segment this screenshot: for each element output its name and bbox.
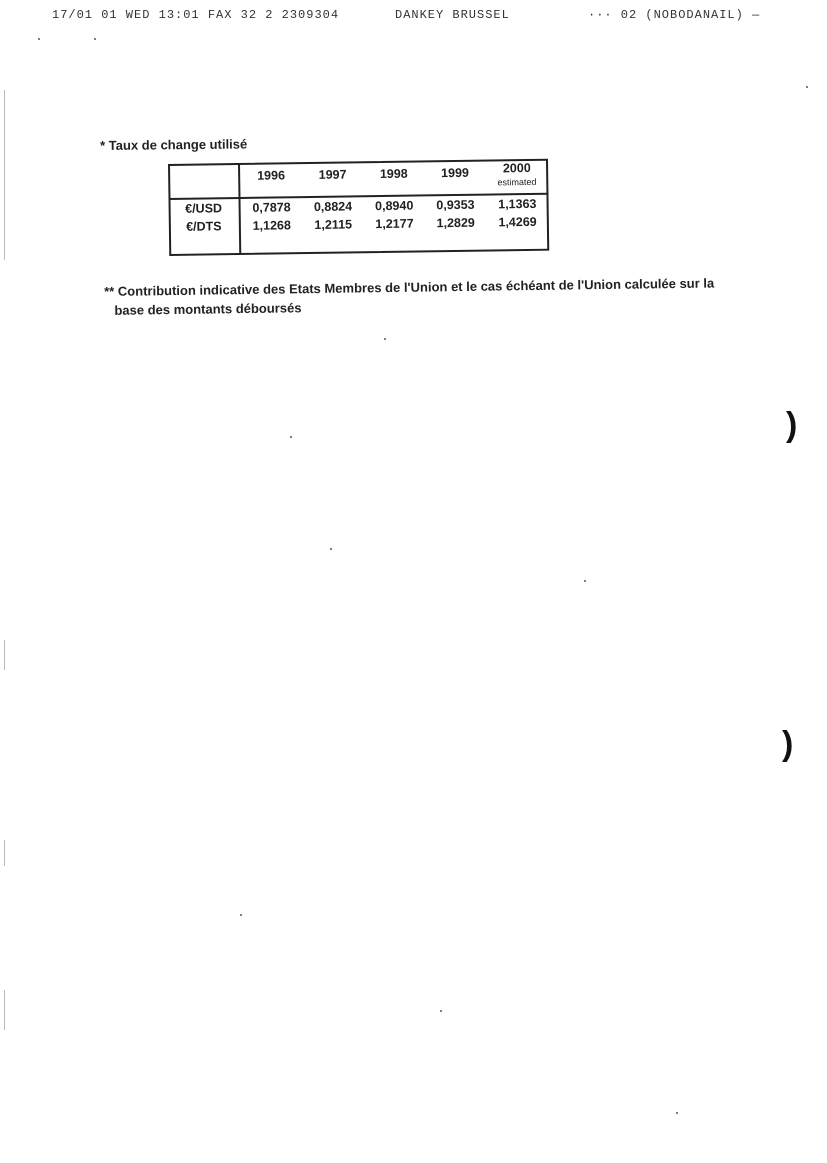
table-row bbox=[169, 213, 549, 254]
table-header-row bbox=[168, 159, 548, 199]
scan-speck bbox=[94, 38, 96, 40]
fax-header-right: ··· 02 (NOBODANAIL) — bbox=[588, 8, 761, 22]
rate-cell: 1,1268 bbox=[252, 218, 291, 233]
scan-speck bbox=[440, 1010, 442, 1012]
scan-edge-line bbox=[4, 990, 5, 1030]
scan-speck bbox=[384, 338, 386, 340]
year-header bbox=[302, 161, 364, 197]
rate-cell: 1,2829 bbox=[436, 215, 475, 231]
rate-cell: 0,9353 bbox=[436, 197, 475, 213]
scan-speck bbox=[676, 1112, 678, 1114]
footnote bbox=[104, 273, 724, 320]
year-header bbox=[485, 159, 548, 195]
scan-speck bbox=[240, 914, 242, 916]
fax-header-left: 17/01 01 WED 13:01 FAX 32 2 2309304 bbox=[52, 8, 340, 22]
punch-hole-mark: ) bbox=[786, 406, 798, 444]
year-label: 1996 bbox=[257, 168, 286, 183]
footnote-line-2: base des montants déboursés bbox=[114, 300, 302, 318]
year-header bbox=[239, 162, 302, 198]
year-label: 1998 bbox=[379, 166, 408, 182]
rate-cell: 0,8824 bbox=[313, 199, 353, 214]
row-label: €/DTS bbox=[169, 217, 240, 254]
year-label: 1999 bbox=[441, 165, 470, 181]
year-label: 1997 bbox=[318, 167, 347, 182]
year-label: 2000 bbox=[502, 160, 531, 176]
scan-speck bbox=[806, 86, 808, 88]
row-label: €/USD bbox=[168, 198, 239, 218]
scan-edge-line bbox=[4, 90, 5, 260]
scan-speck bbox=[584, 580, 586, 582]
year-header bbox=[363, 160, 425, 196]
exchange-rate-heading: * Taux de change utilisé bbox=[100, 136, 248, 153]
punch-hole-mark: ) bbox=[782, 725, 794, 763]
rate-cell: 1,2115 bbox=[314, 217, 353, 232]
rate-cell: 1,2177 bbox=[375, 216, 414, 232]
year-header bbox=[424, 160, 486, 196]
exchange-rate-table bbox=[168, 159, 549, 256]
rate-cell: 0,8940 bbox=[375, 198, 414, 214]
fax-transmission-header bbox=[40, 8, 800, 24]
scan-speck bbox=[330, 548, 332, 550]
rate-cell: 1,1363 bbox=[498, 196, 537, 212]
rate-cell: 1,4269 bbox=[498, 214, 537, 230]
scan-edge-line bbox=[4, 640, 5, 670]
scan-edge-line bbox=[4, 840, 5, 866]
table-corner-cell bbox=[168, 163, 239, 199]
estimated-note: estimated bbox=[497, 176, 537, 188]
scan-speck bbox=[290, 436, 292, 438]
fax-header-middle: DANKEY BRUSSEL bbox=[395, 8, 510, 22]
rate-cell: 0,7878 bbox=[252, 200, 291, 215]
footnote-line-1: ** Contribution indicative des Etats Membres de l'Union et le cas échéant de l'Union calculée sur la bbox=[104, 275, 715, 299]
scan-speck bbox=[38, 38, 40, 40]
